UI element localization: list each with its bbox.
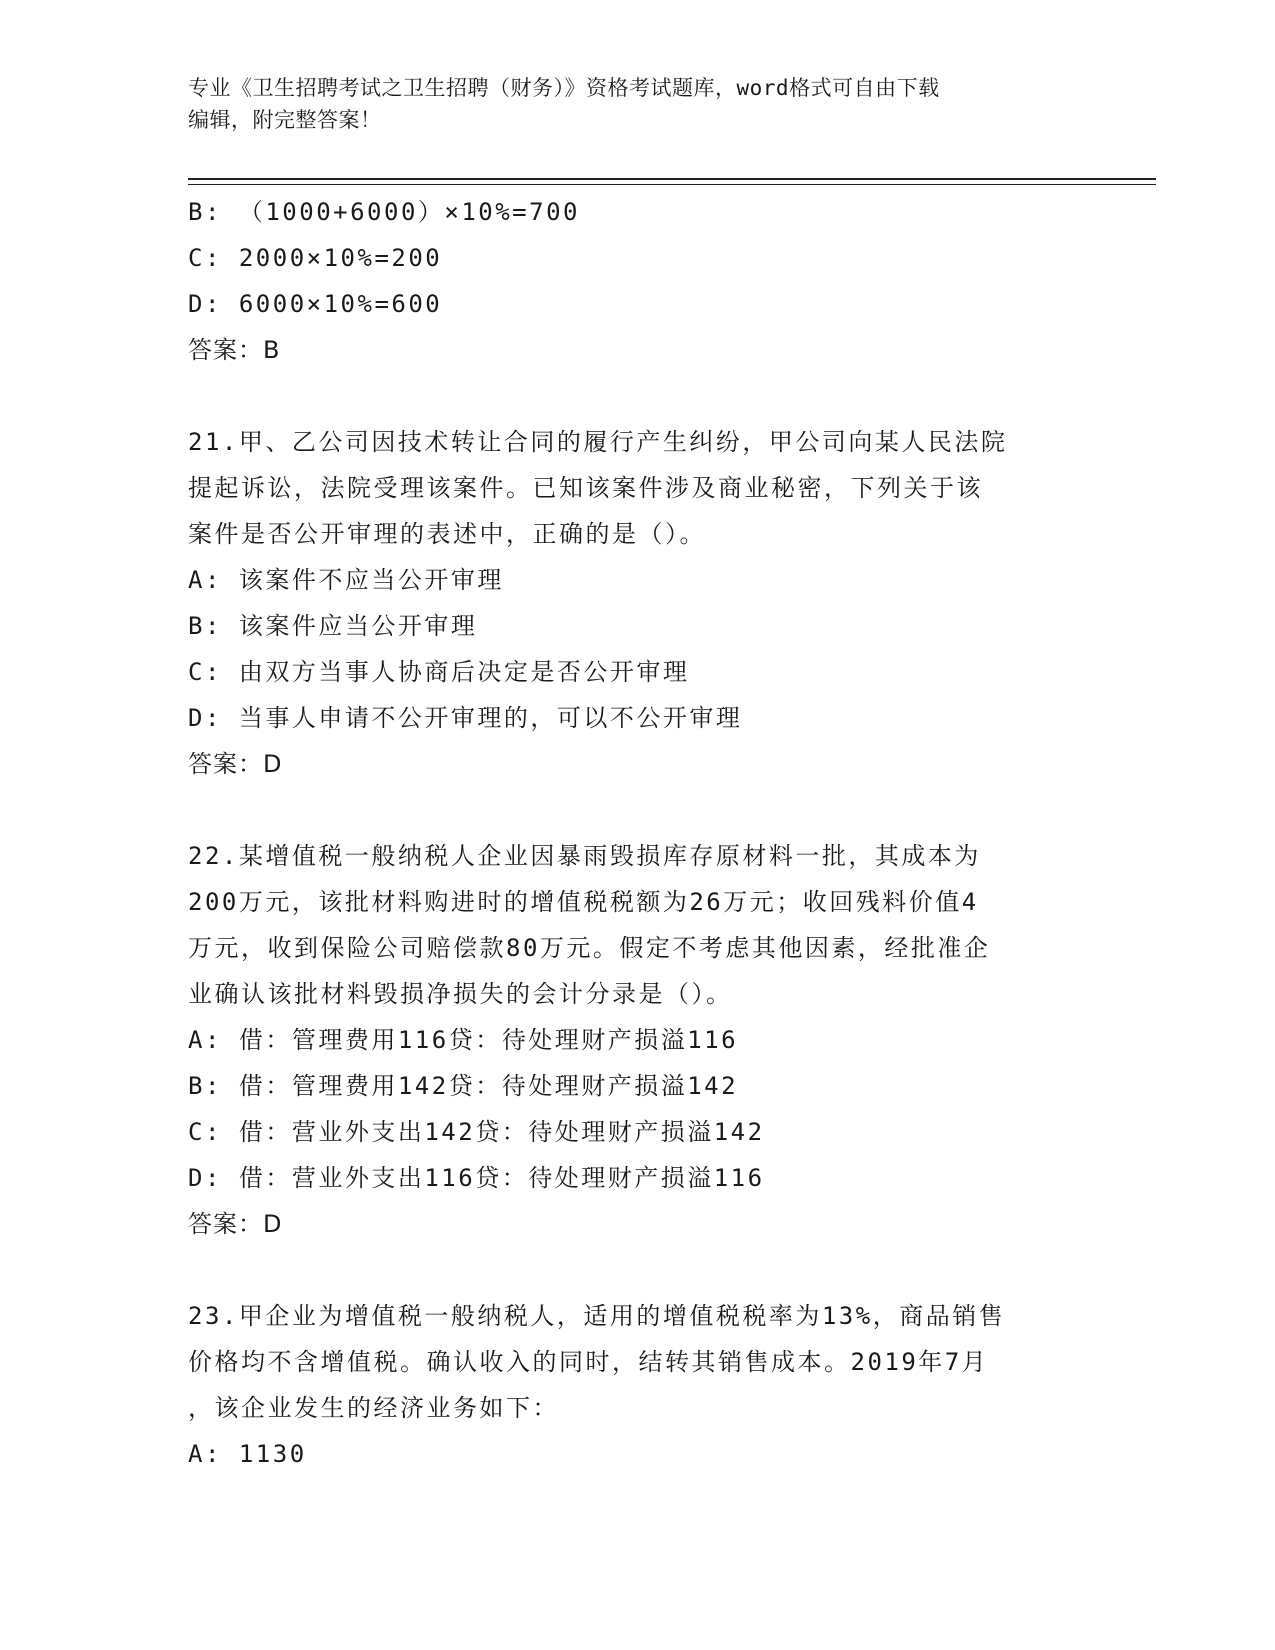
header-line-1: 专业《卫生招聘考试之卫生招聘（财务）》资格考试题库，word格式可自由下载 [188, 76, 940, 100]
question-stem-line: 21.甲、乙公司因技术转让合同的履行产生纠纷，甲公司向某人民法院 [188, 428, 1008, 456]
header-divider-thick [188, 178, 1156, 180]
option-a: A: 该案件不应当公开审理 [188, 566, 504, 594]
answer-label: 答案：D [188, 750, 283, 778]
question-stem-line: 200万元，该批材料购进时的增值税税额为26万元；收回残料价值4 [188, 888, 979, 916]
question-stem-line: 22.某增值税一般纳税人企业因暴雨毁损库存原材料一批，其成本为 [188, 842, 981, 870]
option-d: D: 当事人申请不公开审理的，可以不公开审理 [188, 704, 743, 732]
page-header [188, 72, 1088, 136]
question-block-23 [188, 1293, 1088, 1477]
question-block-21 [188, 419, 1088, 787]
question-stem-line: 万元，收到保险公司赔偿款80万元。假定不考虑其他因素，经批准企 [188, 934, 991, 962]
option-a: A: 1130 [188, 1440, 307, 1468]
question-stem-line: 提起诉讼，法院受理该案件。已知该案件涉及商业秘密，下列关于该 [188, 474, 983, 502]
question-stem-line: 案件是否公开审理的表述中，正确的是（）。 [188, 520, 706, 548]
question-stem-line: 23.甲企业为增值税一般纳税人，适用的增值税税率为13%，商品销售 [188, 1302, 1006, 1330]
option-d: D: 借：营业外支出116贷：待处理财产损溢116 [188, 1164, 765, 1192]
option-b: B: 借：管理费用142贷：待处理财产损溢142 [188, 1072, 739, 1100]
question-stem-line: 业确认该批材料毁损净损失的会计分录是（）。 [188, 980, 733, 1008]
option-a: A: 借：管理费用116贷：待处理财产损溢116 [188, 1026, 739, 1054]
question-block-20 [188, 189, 1088, 373]
option-c: C: 借：营业外支出142贷：待处理财产损溢142 [188, 1118, 765, 1146]
option-b: B: （1000+6000）×10%=700 [188, 198, 580, 226]
answer-label: 答案：B [188, 336, 281, 364]
question-stem-line: ，该企业发生的经济业务如下： [188, 1394, 559, 1422]
question-stem-line: 价格均不含增值税。确认收入的同时，结转其销售成本。2019年7月 [188, 1348, 989, 1376]
answer-label: 答案：D [188, 1210, 283, 1238]
header-line-2: 编辑，附完整答案！ [188, 108, 382, 132]
question-list [188, 189, 1088, 1477]
option-b: B: 该案件应当公开审理 [188, 612, 478, 640]
header-divider-thin [188, 184, 1156, 185]
question-block-22 [188, 833, 1088, 1247]
option-c: C: 由双方当事人协商后决定是否公开审理 [188, 658, 690, 686]
option-d: D: 6000×10%=600 [188, 290, 443, 318]
option-c: C: 2000×10%=200 [188, 244, 443, 272]
